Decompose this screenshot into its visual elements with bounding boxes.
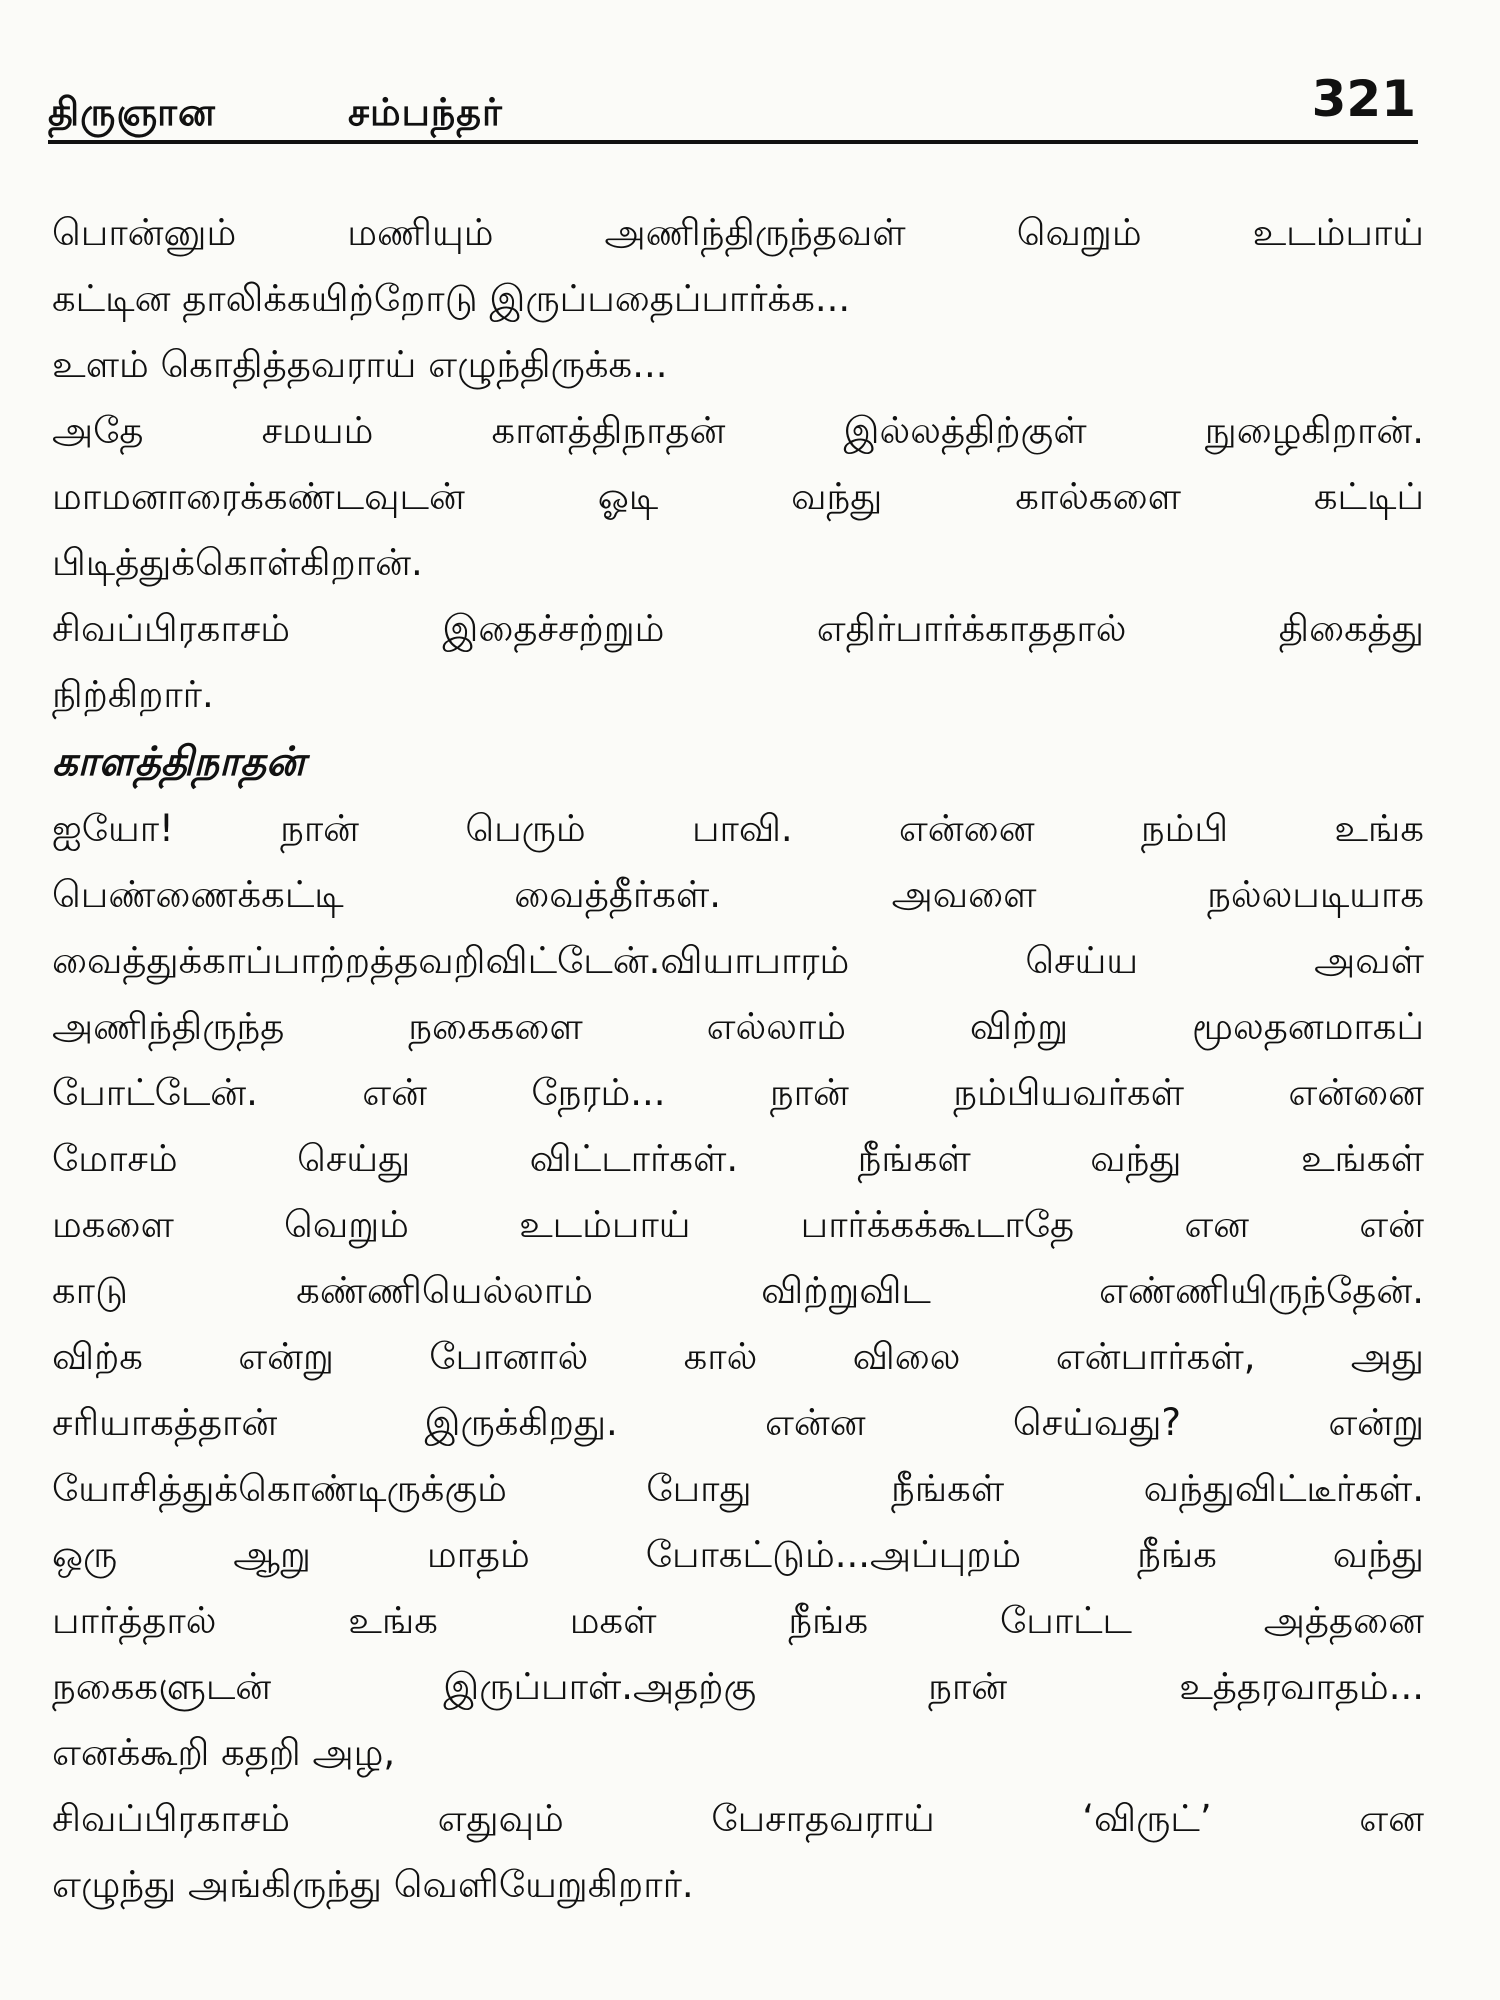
speech-line: விற்க என்று போனால் கால் விலை என்பார்கள், அது bbox=[52, 1335, 1424, 1378]
speech-line: சரியாகத்தான் இருக்கிறது. என்ன செய்வது? என்று bbox=[52, 1401, 1424, 1444]
page-number: 321 bbox=[1311, 70, 1416, 128]
speech-line: மகளை வெறும் உடம்பாய் பார்க்கக்கூடாதே என என் bbox=[52, 1203, 1424, 1246]
speech-line: யோசித்துக்கொண்டிருக்கும் போது நீங்கள் வந்துவிட்டீர்கள். bbox=[52, 1467, 1424, 1510]
speech-line: பெண்ணைக்கட்டி வைத்தீர்கள். அவளை நல்லபடியாக bbox=[52, 873, 1424, 916]
speech-line: ஒரு ஆறு மாதம் போகட்டும்...அப்புறம் நீங்க வந்து bbox=[52, 1533, 1424, 1576]
running-header bbox=[48, 62, 1416, 142]
speech-line: காடு கண்ணியெல்லாம் விற்றுவிட எண்ணியிருந்தேன். bbox=[52, 1269, 1424, 1312]
header-rule bbox=[48, 140, 1418, 144]
speech-line: எழுந்து அங்கிருந்து வெளியேறுகிறார். bbox=[52, 1863, 694, 1906]
speech-line: மோசம் செய்து விட்டார்கள். நீங்கள் வந்து உங்கள் bbox=[52, 1137, 1424, 1180]
speech-line: வைத்துக்காப்பாற்றத்தவறிவிட்டேன்.வியாபாரம் செய்ய அவள் bbox=[52, 939, 1424, 982]
header-title-part2: சம்பந்தர் bbox=[348, 90, 503, 134]
text-line: அதே சமயம் காளத்திநாதன் இல்லத்திற்குள் நுழைகிறான். bbox=[52, 409, 1424, 452]
speaker-heading: காளத்திநாதன் bbox=[52, 739, 305, 785]
speech-line: ஐயோ! நான் பெரும் பாவி. என்னை நம்பி உங்க bbox=[52, 807, 1424, 850]
speech-line: சிவப்பிரகாசம் எதுவும் பேசாதவராய் ‘விருட்’ என bbox=[52, 1797, 1424, 1840]
text-line: பொன்னும் மணியும் அணிந்திருந்தவள் வெறும் உடம்பாய் bbox=[52, 211, 1424, 254]
header-title-part1: திருஞான bbox=[48, 90, 216, 134]
speech-line: நகைகளுடன் இருப்பாள்.அதற்கு நான் உத்தரவாதம்... bbox=[52, 1665, 1424, 1708]
text-line: நிற்கிறார். bbox=[52, 673, 214, 716]
speech-line: எனக்கூறி கதறி அழ, bbox=[52, 1731, 396, 1774]
body-text bbox=[52, 200, 1424, 1918]
text-line: மாமனாரைக்கண்டவுடன் ஓடி வந்து கால்களை கட்டிப் bbox=[52, 475, 1424, 518]
text-line: உளம் கொதித்தவராய் எழுந்திருக்க... bbox=[52, 343, 668, 386]
text-line: பிடித்துக்கொள்கிறான். bbox=[52, 541, 423, 584]
text-line: சிவப்பிரகாசம் இதைச்சற்றும் எதிர்பார்க்காததால் திகைத்து bbox=[52, 607, 1424, 650]
text-line: கட்டின தாலிக்கயிற்றோடு இருப்பதைப்பார்க்க... bbox=[52, 277, 851, 320]
speech-line: அணிந்திருந்த நகைகளை எல்லாம் விற்று மூலதனமாகப் bbox=[52, 1005, 1424, 1048]
speech-line: பார்த்தால் உங்க மகள் நீங்க போட்ட அத்தனை bbox=[52, 1599, 1424, 1642]
speech-line: போட்டேன். என் நேரம்... நான் நம்பியவர்கள் என்னை bbox=[52, 1071, 1424, 1114]
